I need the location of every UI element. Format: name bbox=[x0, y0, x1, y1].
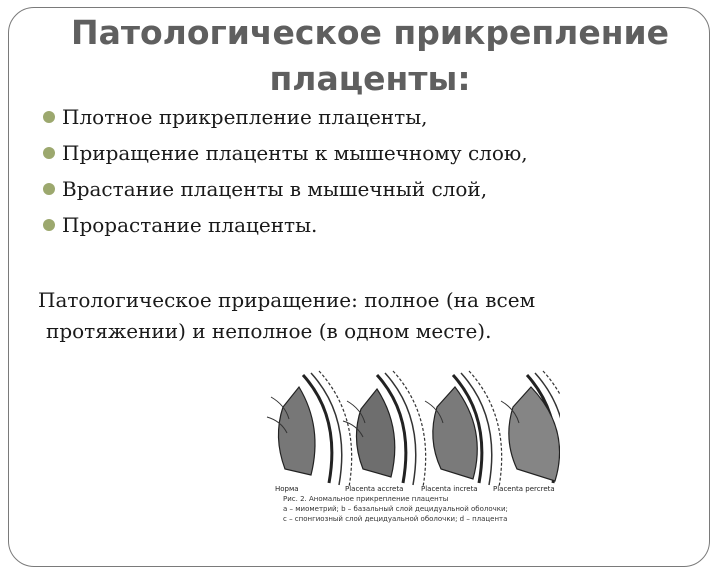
bullet-item bbox=[20, 99, 700, 135]
panel-percreta bbox=[493, 371, 560, 493]
bullet-text: Врастание плаценты в мышечный слой, bbox=[62, 177, 488, 201]
panel-label: Placenta accreta bbox=[345, 485, 404, 493]
bullet-icon bbox=[43, 111, 55, 123]
figure-caption bbox=[283, 494, 553, 524]
panel-label: Placenta increta bbox=[421, 485, 478, 493]
definition-paragraph bbox=[38, 285, 698, 347]
caption-line-1: Рис. 2. Аномальное прикрепление плаценты bbox=[283, 495, 449, 503]
bullet-item bbox=[20, 207, 700, 243]
slide-title: Патологическое прикрепление плаценты: bbox=[70, 13, 670, 98]
bullet-icon bbox=[43, 147, 55, 159]
bullet-text: Прорастание плаценты. bbox=[62, 213, 318, 237]
bullet-item bbox=[20, 135, 700, 171]
panel-label: Норма bbox=[275, 485, 299, 493]
panel-normal bbox=[267, 371, 352, 493]
caption-line-2: а – миометрий; b – базальный слой децидуальной оболочки; bbox=[283, 505, 508, 513]
panel-increta bbox=[421, 371, 502, 493]
bullet-icon bbox=[43, 183, 55, 195]
paragraph-line-1: Патологическое приращение: полное (на всем bbox=[38, 288, 536, 312]
bullet-item bbox=[20, 171, 700, 207]
bullet-list bbox=[20, 99, 700, 243]
paragraph-line-2: протяжении) и неполное (в одном месте). bbox=[46, 319, 492, 343]
panel-label: Placenta percreta bbox=[493, 485, 555, 493]
bullet-text: Плотное прикрепление плаценты, bbox=[62, 105, 428, 129]
bullet-text: Приращение плаценты к мышечному слою, bbox=[62, 141, 528, 165]
caption-line-3: с – спонгиозный слой децидуальной оболочки; d – плацента bbox=[283, 515, 508, 523]
panel-accreta bbox=[343, 371, 426, 493]
bullet-icon bbox=[43, 219, 55, 231]
